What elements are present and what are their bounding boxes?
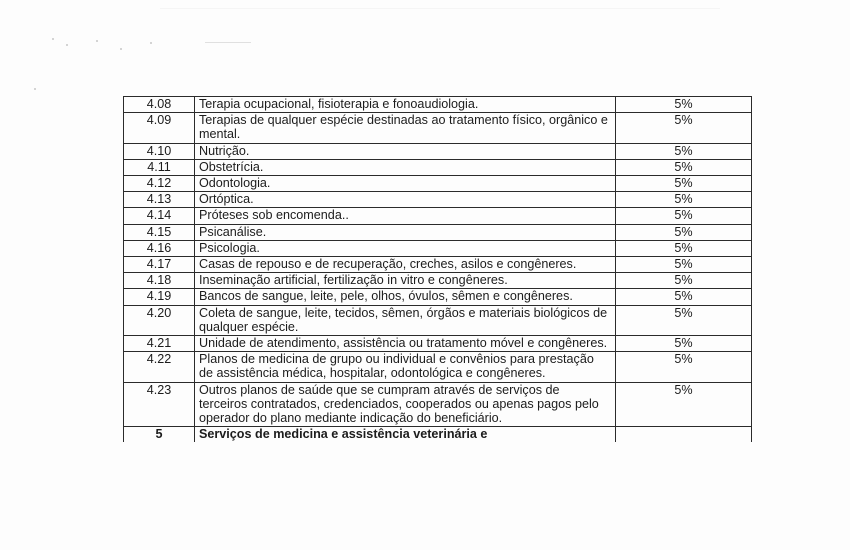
table-row	[124, 192, 752, 208]
table-row	[124, 336, 752, 352]
item-rate: 5%	[616, 159, 752, 175]
item-rate: 5%	[616, 208, 752, 224]
table-row	[124, 382, 752, 427]
table-row	[124, 240, 752, 256]
section-title: Serviços de medicina e assistência veterinária e	[195, 427, 616, 443]
item-code: 4.13	[124, 192, 195, 208]
item-rate: 5%	[616, 176, 752, 192]
item-code: 4.14	[124, 208, 195, 224]
section-rate	[616, 427, 752, 443]
scan-speck	[52, 38, 54, 40]
item-rate: 5%	[616, 224, 752, 240]
item-description: Coleta de sangue, leite, tecidos, sêmen, órgãos e materiais biológicos de qualquer espécie.	[195, 305, 616, 335]
table-row	[124, 159, 752, 175]
table-body	[124, 97, 752, 443]
item-description: Nutrição.	[195, 143, 616, 159]
item-code: 4.17	[124, 257, 195, 273]
item-rate: 5%	[616, 352, 752, 382]
item-code: 4.21	[124, 336, 195, 352]
item-code: 4.20	[124, 305, 195, 335]
scan-speck	[150, 42, 152, 44]
item-rate: 5%	[616, 192, 752, 208]
table-row	[124, 176, 752, 192]
item-code: 4.12	[124, 176, 195, 192]
section-header-row	[124, 427, 752, 443]
item-rate: 5%	[616, 240, 752, 256]
item-description: Casas de repouso e de recuperação, creches, asilos e congêneres.	[195, 257, 616, 273]
item-description: Ortóptica.	[195, 192, 616, 208]
item-code: 4.23	[124, 382, 195, 427]
scan-streak	[160, 8, 720, 9]
table-row	[124, 224, 752, 240]
item-rate: 5%	[616, 143, 752, 159]
item-rate: 5%	[616, 113, 752, 143]
item-code: 4.15	[124, 224, 195, 240]
item-code: 4.08	[124, 97, 195, 113]
scan-speck	[96, 40, 98, 42]
item-code: 4.11	[124, 159, 195, 175]
item-code: 4.16	[124, 240, 195, 256]
item-code: 4.22	[124, 352, 195, 382]
table-row	[124, 143, 752, 159]
item-description: Inseminação artificial, fertilização in vitro e congêneres.	[195, 273, 616, 289]
scan-speck	[66, 44, 68, 46]
item-code: 4.10	[124, 143, 195, 159]
table-row	[124, 273, 752, 289]
table-row	[124, 289, 752, 305]
item-description: Odontologia.	[195, 176, 616, 192]
item-rate: 5%	[616, 289, 752, 305]
item-description: Outros planos de saúde que se cumpram através de serviços de terceiros contratados, credenciados, cooperados ou apenas pagos pelo operador do plano mediante indicação do beneficiário.	[195, 382, 616, 427]
scan-streak	[205, 42, 251, 43]
item-rate: 5%	[616, 305, 752, 335]
item-description: Próteses sob encomenda..	[195, 208, 616, 224]
table-row	[124, 113, 752, 143]
section-code: 5	[124, 427, 195, 443]
item-description: Obstetrícia.	[195, 159, 616, 175]
table-row	[124, 97, 752, 113]
item-code: 4.18	[124, 273, 195, 289]
item-description: Unidade de atendimento, assistência ou tratamento móvel e congêneres.	[195, 336, 616, 352]
item-description: Bancos de sangue, leite, pele, olhos, óvulos, sêmen e congêneres.	[195, 289, 616, 305]
item-description: Terapia ocupacional, fisioterapia e fonoaudiologia.	[195, 97, 616, 113]
item-description: Planos de medicina de grupo ou individual e convênios para prestação de assistência médica, hospitalar, odontológica e congêneres.	[195, 352, 616, 382]
item-description: Psicologia.	[195, 240, 616, 256]
table-row	[124, 257, 752, 273]
item-rate: 5%	[616, 382, 752, 427]
scan-speck	[120, 48, 122, 50]
item-description: Terapias de qualquer espécie destinadas ao tratamento físico, orgânico e mental.	[195, 113, 616, 143]
table-row	[124, 208, 752, 224]
item-description: Psicanálise.	[195, 224, 616, 240]
scan-speck	[34, 88, 36, 90]
item-code: 4.09	[124, 113, 195, 143]
item-rate: 5%	[616, 336, 752, 352]
item-code: 4.19	[124, 289, 195, 305]
table-row	[124, 305, 752, 335]
item-rate: 5%	[616, 257, 752, 273]
services-tax-table	[123, 96, 752, 442]
item-rate: 5%	[616, 273, 752, 289]
table-row	[124, 352, 752, 382]
item-rate: 5%	[616, 97, 752, 113]
